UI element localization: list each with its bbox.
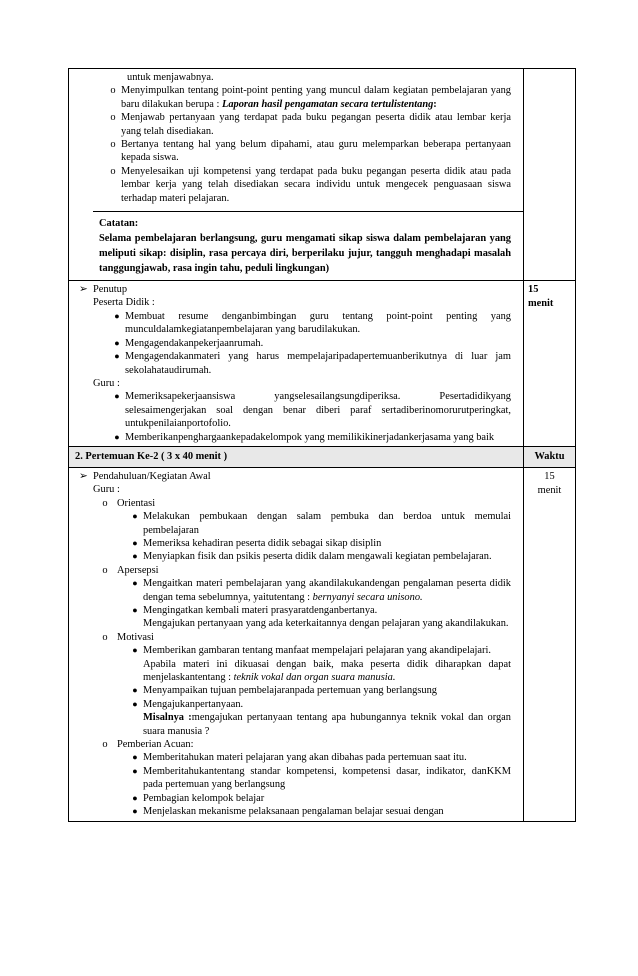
circle-bullet-icon: o — [110, 85, 116, 97]
list-item: o Menjawab pertanyaan yang terdapat pada buku pegangan peserta didik atau lembar kerja yang telah disediakan. — [75, 111, 511, 138]
bullet-icon: ● — [114, 391, 120, 402]
waktu-cell — [524, 468, 575, 821]
list-item: ● Mengaitkan materi pembelajaran yang akandilakukandengan pengalaman peserta didik dengan tema sebelumnya, yaitutentang : bernyanyi secara unisono. — [79, 577, 511, 604]
list-item: ● Memberikanpenghargaankepadakelompok yang memilikikinerjadankerjasama yang baik — [79, 431, 511, 444]
bullet-icon: ● — [132, 511, 138, 522]
bullet-icon: ● — [132, 537, 138, 548]
subsection-motivasi: o Motivasi — [79, 631, 511, 644]
list-item: o Bertanya tentang hal yang belum dipahami, atau guru melemparkan beberapa pertanyaan kepada siswa. — [75, 138, 511, 165]
waktu-value: 15 — [544, 470, 555, 482]
section-heading: ➢ Pendahuluan/Kegiatan Awal — [79, 470, 211, 482]
waktu-cell — [524, 281, 575, 446]
waktu-unit: menit — [537, 484, 562, 496]
content-cell — [69, 281, 524, 446]
table-row-pendahuluan — [68, 468, 576, 822]
bullet-icon: ● — [132, 685, 138, 696]
list-item: ● Memberikan gambaran tentang manfaat mempelajari pelajaran yang akandipelajari. Apabila materi ini dikuasai dengan baik, maka peserta didik diharapkan dapat menjelaskantentang : teknik vokal dan organ suara manusia. — [79, 644, 511, 684]
lesson-plan-table — [68, 68, 576, 822]
circle-bullet-icon: o — [102, 631, 108, 643]
bullet-icon: ● — [132, 752, 138, 763]
list-item: ● Mengajukanpertanyaan. Misalnya :mengajukan pertanyaan tentang apa hubungannya teknik vokal dan organ suara manusia ? — [79, 698, 511, 738]
waktu-value: 15 — [528, 284, 539, 296]
circle-bullet-icon: o — [110, 165, 116, 177]
arrow-bullet-icon: ➢ — [79, 470, 88, 482]
list-item: ● Pembagian kelompok belajar — [79, 792, 511, 805]
bullet-icon: ● — [132, 605, 138, 615]
bullet-icon: ● — [132, 765, 138, 776]
list-item: ● Mengingatkan kembali materi prasyaratdenganbertanya. Mengajukan pertanyaan yang ada keterkaitannya dengan pelajaran yang akandilakukan. — [79, 604, 511, 631]
circle-bullet-icon: o — [110, 112, 116, 124]
list-item: ● Memberitahukantentang standar kompetensi, kompetensi dasar, indikator, danKKM pada pertemuan yang berlangsung — [79, 765, 511, 792]
bullet-icon: ● — [132, 698, 138, 709]
bullet-icon: ● — [114, 310, 120, 321]
bullet-icon: ● — [132, 806, 138, 817]
subsection-apersepsi: o Apersepsi — [79, 564, 511, 577]
catatan-text: Selama pembelajaran berlangsung, guru mengamati sikap siswa dalam pembelajaran yang meliputi sikap: disiplin, rasa percaya diri, berperilaku jujur, tangguh menghadapi masalah tanggungjawab, rasa ingin tahu, peduli lingkungan) — [99, 233, 511, 275]
bullet-icon: ● — [132, 792, 138, 803]
table-row-penutup — [68, 281, 576, 447]
continued-text: untuk menjawabnya. — [127, 72, 214, 83]
bullet-icon: ● — [114, 337, 120, 348]
circle-bullet-icon: o — [110, 139, 116, 151]
section-heading: ➢ Penutup — [79, 284, 128, 296]
table-row-penutup-inti — [68, 68, 576, 281]
list-item: ● Mengagendakanmateri yang harus mempelajaripadapertemuanberikutnya di luar jam sekolahataudirumah. — [79, 350, 511, 377]
waktu-cell — [524, 69, 575, 280]
bullet-icon: ● — [132, 578, 138, 589]
subsection-pemberian-acuan: o Pemberian Acuan: — [79, 738, 511, 751]
list-item: ● Menyiapkan fisik dan psikis peserta didik dalam mengawali kegiatan pembelajaran. — [79, 550, 511, 563]
bullet-icon: ● — [114, 431, 120, 442]
peserta-label: Peserta Didik : — [93, 297, 155, 309]
circle-bullet-icon: o — [102, 739, 108, 751]
content-cell — [69, 69, 524, 280]
waktu-unit: menit — [528, 298, 554, 310]
bullet-icon: ● — [132, 551, 138, 562]
catatan-box — [93, 211, 523, 278]
pertemuan-title: 2. Pertemuan Ke-2 ( 3 x 40 menit ) — [69, 447, 524, 467]
guru-label: Guru : — [93, 484, 120, 496]
bullet-icon: ● — [132, 645, 138, 656]
circle-bullet-icon: o — [102, 497, 108, 509]
list-item: ● Memeriksa kehadiran peserta didik sebagai sikap disiplin — [79, 537, 511, 550]
circle-bullet-icon: o — [102, 564, 108, 576]
list-item: ● Menyampaikan tujuan pembelajaranpada pertemuan yang berlangsung — [79, 684, 511, 697]
guru-label: Guru : — [93, 377, 120, 389]
arrow-bullet-icon: ➢ — [79, 284, 88, 296]
content-cell — [69, 468, 524, 821]
list-item: ● Memeriksapekerjaansiswa yangselesailangsungdiperiksa. Pesertadidikyang selesaimengerjakan soal dengan benar diberi paraf sertadiberinomorurutperingkat, untukpenilaianportofolio. — [79, 390, 511, 430]
list-item: ● Membuat resume denganbimbingan guru tentang point-point penting yang munculdalamkegiatanpembelajaran yang barudilakukan. — [79, 310, 511, 337]
bullet-icon: ● — [114, 351, 120, 362]
table-header-row — [68, 447, 576, 468]
waktu-header: Waktu — [524, 447, 575, 467]
list-item: o Menyimpulkan tentang point-point penting yang muncul dalam kegiatan pembelajaran yang baru dilakukan berupa : Laporan hasil pengamatan secara tertulistentang: — [75, 84, 511, 111]
list-item: ● Mengagendakanpekerjaanrumah. — [79, 337, 511, 350]
list-item: ● Memberitahukan materi pelajaran yang akan dibahas pada pertemuan saat itu. — [79, 751, 511, 764]
catatan-title: Catatan: — [99, 218, 139, 230]
list-item: ● Menjelaskan mekanisme pelaksanaan pengalaman belajar sesuai dengan — [79, 805, 511, 818]
subsection-orientasi: o Orientasi — [79, 497, 511, 510]
list-item: ● Melakukan pembukaan dengan salam pembuka dan berdoa untuk memulai pembelajaran — [79, 510, 511, 537]
list-item: o Menyelesaikan uji kompetensi yang terdapat pada buku pegangan peserta didik atau pada lembar kerja yang telah disediakan secara individu untuk mengecek penguasaan siswa terhadap materi pelajaran. — [75, 165, 511, 205]
